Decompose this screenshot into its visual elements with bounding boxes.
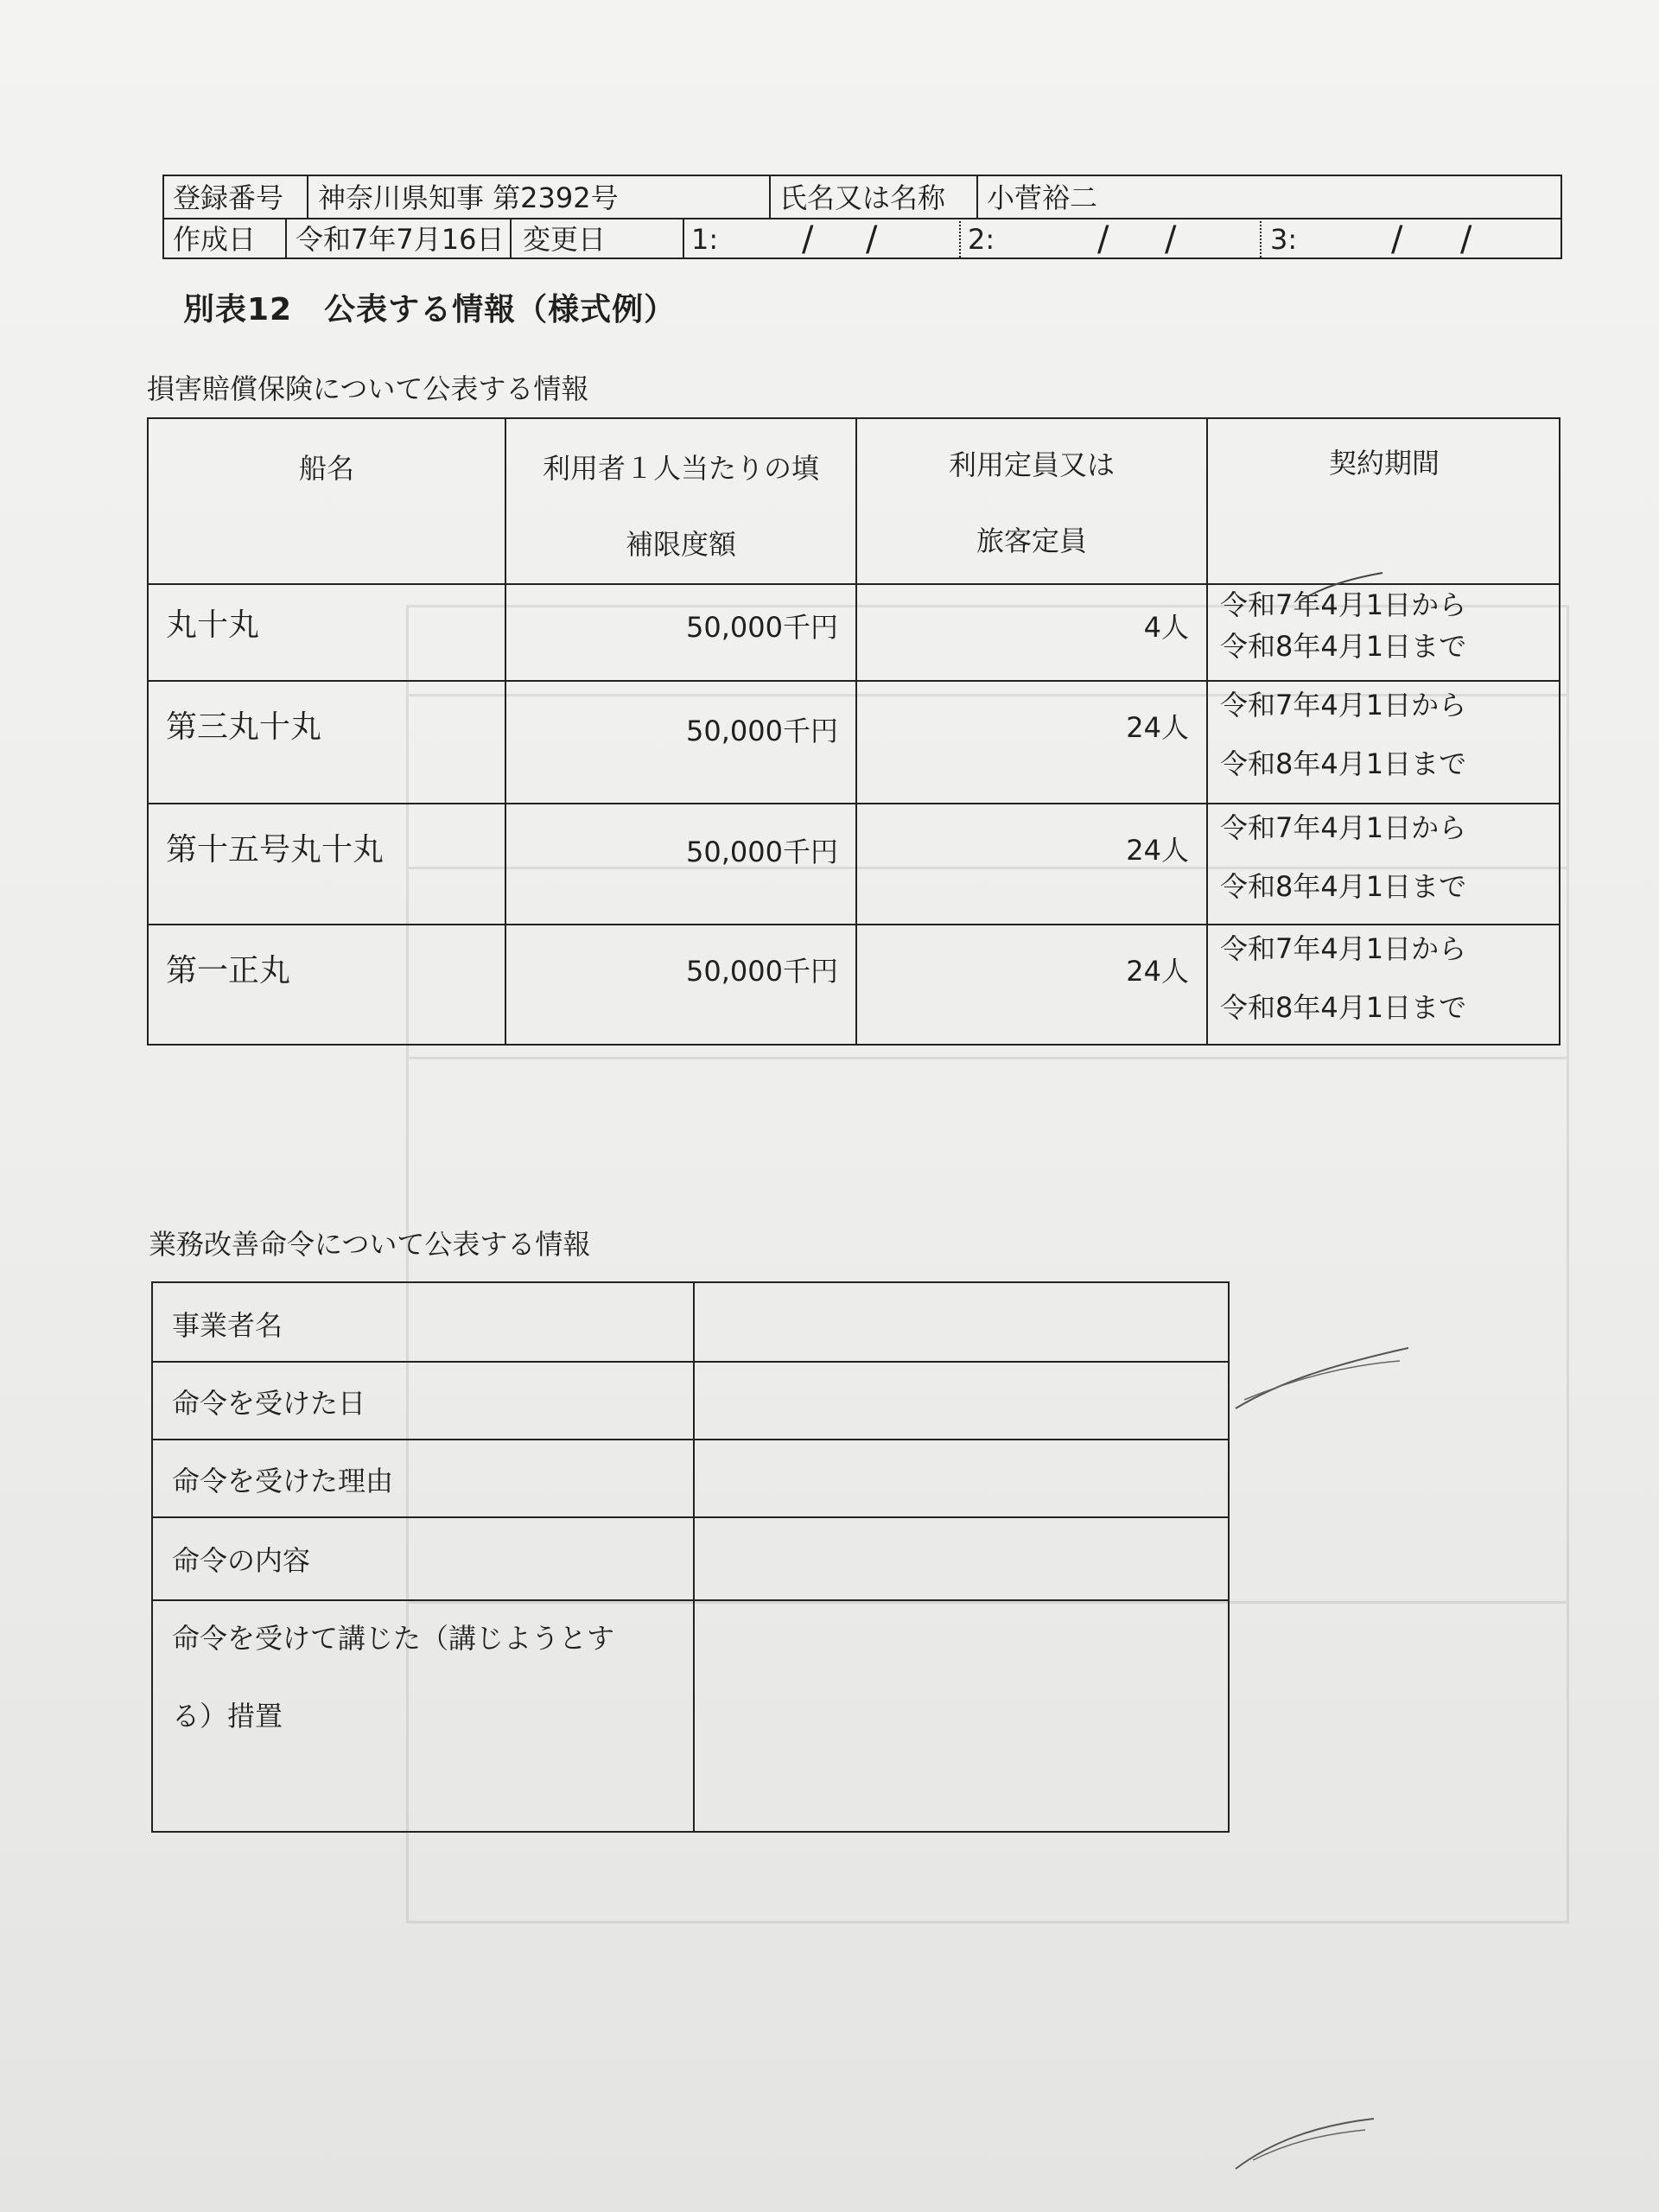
row-3-capacity: 24人 bbox=[1126, 834, 1189, 867]
pen-mark bbox=[1227, 1331, 1417, 1417]
row-2-period-from: 令和7年4月1日から bbox=[1220, 689, 1467, 721]
order-label-business: 事業者名 bbox=[172, 1309, 283, 1342]
change-1-slash-a: / bbox=[802, 219, 814, 259]
row-2-ship: 第三丸十丸 bbox=[166, 709, 322, 745]
name-value: 小菅裕二 bbox=[987, 181, 1098, 214]
order-label-content: 命令の内容 bbox=[172, 1544, 311, 1577]
row-1-ship: 丸十丸 bbox=[166, 607, 260, 643]
header-capacity-2: 旅客定員 bbox=[976, 524, 1087, 557]
row-2-limit: 50,000千円 bbox=[686, 715, 838, 747]
row-4-limit: 50,000千円 bbox=[686, 955, 838, 988]
row-1-capacity: 4人 bbox=[1143, 611, 1189, 644]
created-value: 令和7年7月16日 bbox=[296, 223, 505, 256]
row-1-period-to: 令和8年4月1日まで bbox=[1220, 630, 1467, 663]
pen-mark-bottom bbox=[1227, 2108, 1382, 2177]
row-1-period-from: 令和7年4月1日から bbox=[1220, 588, 1467, 621]
order-value-content bbox=[715, 1539, 1207, 1573]
change-1-label: 1: bbox=[691, 223, 719, 256]
row-2-period-to: 令和8年4月1日まで bbox=[1220, 747, 1467, 780]
order-value-business bbox=[715, 1304, 1207, 1338]
row-4-period-to: 令和8年4月1日まで bbox=[1220, 991, 1467, 1024]
header-capacity-1: 利用定員又は bbox=[948, 448, 1115, 481]
change-1-slash-b: / bbox=[866, 219, 878, 259]
order-section-title: 業務改善命令について公表する情報 bbox=[149, 1228, 591, 1261]
changed-label: 変更日 bbox=[523, 223, 607, 256]
change-2-label: 2: bbox=[968, 223, 995, 256]
row-4-period-from: 令和7年4月1日から bbox=[1220, 932, 1467, 965]
change-3-slash-b: / bbox=[1460, 219, 1472, 259]
insurance-table bbox=[147, 417, 1560, 1046]
order-label-measures-2: る）措置 bbox=[172, 1700, 283, 1732]
row-3-limit: 50,000千円 bbox=[686, 836, 838, 868]
header-limit-2: 補限度額 bbox=[625, 528, 736, 561]
header-period: 契約期間 bbox=[1328, 447, 1440, 480]
page-title: 別表12 公表する情報（様式例） bbox=[183, 292, 677, 327]
order-value-measures bbox=[715, 1617, 1207, 1651]
row-4-capacity: 24人 bbox=[1126, 955, 1189, 988]
registration-header bbox=[162, 175, 1562, 259]
header-limit-1: 利用者１人当たりの填 bbox=[542, 452, 819, 485]
order-label-reason: 命令を受けた理由 bbox=[172, 1465, 394, 1497]
change-2-slash-b: / bbox=[1165, 219, 1177, 259]
change-2-slash-a: / bbox=[1097, 219, 1109, 259]
change-3-label: 3: bbox=[1270, 223, 1298, 256]
row-4-ship: 第一正丸 bbox=[166, 953, 291, 988]
order-label-date: 命令を受けた日 bbox=[172, 1387, 366, 1420]
row-3-ship: 第十五号丸十丸 bbox=[166, 832, 385, 868]
row-1-limit: 50,000千円 bbox=[686, 611, 838, 644]
order-value-date bbox=[715, 1382, 1207, 1416]
name-label: 氏名又は名称 bbox=[779, 181, 946, 214]
row-3-period-from: 令和7年4月1日から bbox=[1220, 811, 1467, 844]
order-value-reason bbox=[715, 1459, 1207, 1494]
order-table bbox=[151, 1281, 1230, 1833]
order-label-measures-1: 命令を受けて講じた（講じようとす bbox=[172, 1622, 615, 1655]
header-ship: 船名 bbox=[298, 452, 354, 485]
reg-label: 登録番号 bbox=[173, 181, 284, 214]
row-2-capacity: 24人 bbox=[1126, 711, 1189, 744]
row-3-period-to: 令和8年4月1日まで bbox=[1220, 870, 1467, 903]
change-3-slash-a: / bbox=[1391, 219, 1403, 259]
reg-value: 神奈川県知事 第2392号 bbox=[318, 181, 619, 214]
insurance-section-title: 損害賠償保険について公表する情報 bbox=[147, 372, 589, 405]
created-label: 作成日 bbox=[173, 223, 257, 256]
